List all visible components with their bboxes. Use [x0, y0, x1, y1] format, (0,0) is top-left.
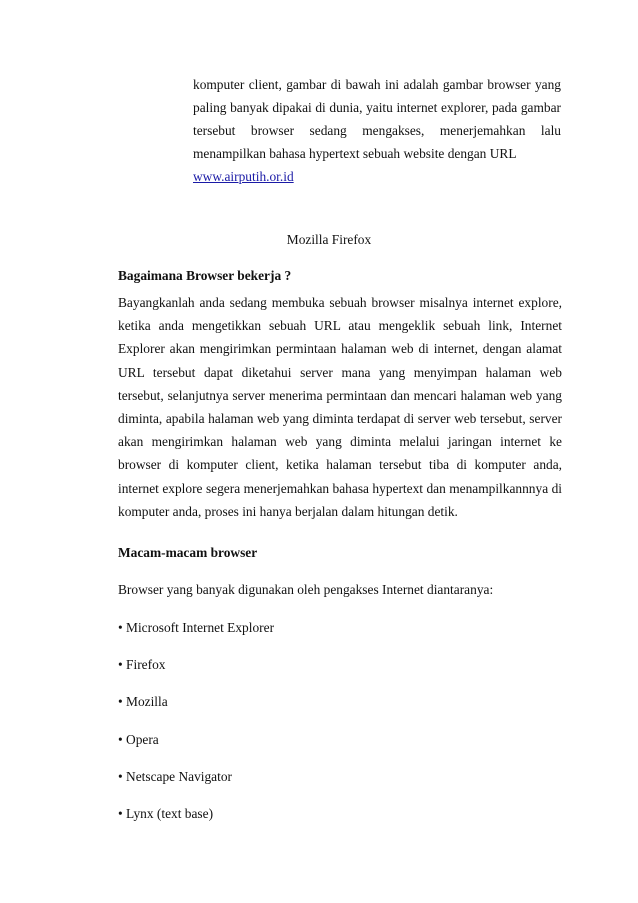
list-item: • Firefox: [118, 657, 166, 673]
list-item: • Microsoft Internet Explorer: [118, 620, 275, 635]
intro-paragraph-block: [193, 73, 561, 188]
section-paragraph-how-browser-works: Bayangkanlah anda sedang membuka sebuah browser misalnya internet explore, ketika anda mengetikkan sebuah URL atau mengeklik sebuah link, Internet Explorer akan mengirimkan permintaan halaman web di internet, dengan alamat URL tersebut dapat diketahui server mana yang menyimpan halaman web tersebut, selanjutnya server menerima permintaan dan mencari halaman web yang diminta, apabila halaman web yang diminta terdapat di server web tersebut, server akan mengirimkan halaman web yang diminta melalui jaringan internet ke browser di komputer client, ketika halaman tersebut tiba di komputer anda, internet explore segera menerjemahkan bahasa hypertext dan menampilkannnya di komputer anda, proses ini hanya berjalan dalam hitungan detik.: [118, 295, 562, 519]
intro-paragraph: komputer client, gambar di bawah ini adalah gambar browser yang paling banyak dipakai di dunia, yaitu internet explorer, pada gambar tersebut browser sedang mengakses, menerjemahkan lalu menampilkan bahasa hypertext sebuah website dengan URL: [193, 77, 561, 161]
list-item: • Lynx (text base): [118, 805, 214, 821]
list-item: • Opera: [118, 731, 159, 747]
browser-list: [118, 619, 274, 842]
section-heading-browser-types: Macam-macam browser: [118, 545, 258, 560]
website-link[interactable]: www.airputih.or.id: [193, 169, 294, 184]
browser-list-intro: Browser yang banyak digunakan oleh pengakses Internet diantaranya:: [118, 582, 494, 597]
list-item: • Netscape Navigator: [118, 768, 232, 784]
list-item: • Mozilla: [118, 694, 168, 710]
figure-caption: Mozilla Firefox: [286, 232, 372, 247]
section-heading-how-browser-works: Bagaimana Browser bekerja ?: [118, 268, 292, 283]
